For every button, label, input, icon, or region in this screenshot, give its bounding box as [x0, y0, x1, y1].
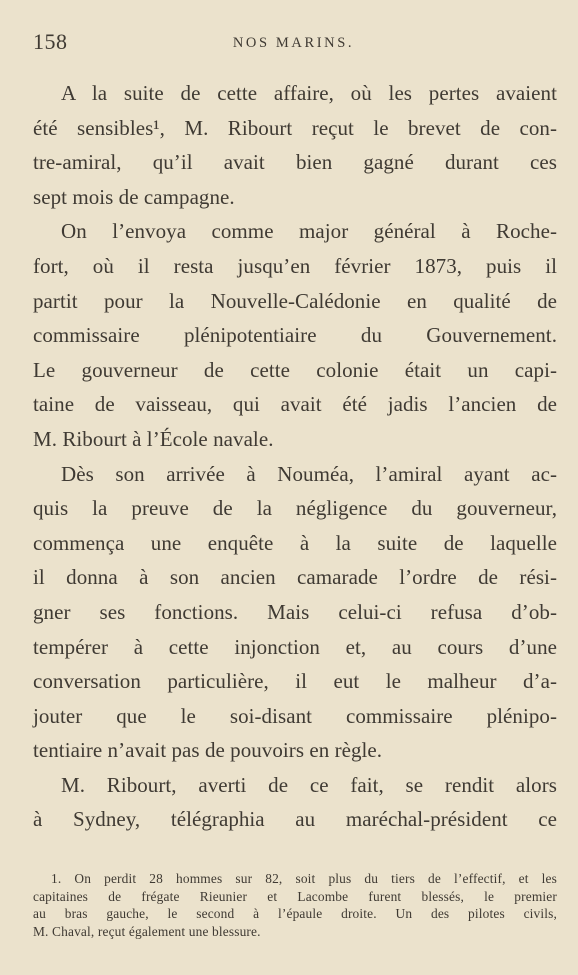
body-line: tre-amiral, qu’il avait bien gagné durant ces: [33, 150, 557, 175]
body-line: été sensibles¹, M. Ribourt reçut le brevet de con-: [33, 115, 557, 140]
body-line: gner ses fonctions. Mais celui-ci refusa d’ob-: [33, 599, 557, 624]
body-line: taine de vaisseau, qui avait été jadis l’ancien de: [33, 392, 557, 417]
body-line: commissaire plénipotentiaire du Gouvernement.: [33, 323, 557, 348]
body-line: fort, où il resta jusqu’en février 1873, puis il: [33, 253, 557, 278]
footnote: [33, 870, 557, 940]
body-line: à Sydney, télégraphia au maréchal-président ce: [33, 807, 557, 832]
body-line: Dès son arrivée à Nouméa, l’amiral ayant ac-: [61, 461, 557, 486]
page-number: 158: [33, 29, 68, 54]
body-line: M. Ribourt, averti de ce fait, se rendit alors: [61, 772, 557, 797]
body-line: conversation particulière, il eut le malheur d’a-: [33, 669, 557, 694]
body-line: quis la preuve de la négligence du gouverneur,: [33, 496, 557, 521]
body-line: sept mois de campagne.: [33, 184, 235, 209]
body-line: tempérer à cette injonction et, au cours d’une: [33, 634, 557, 659]
running-title: NOS MARINS.: [232, 35, 355, 51]
body-line: tentiaire n’avait pas de pouvoirs en règle.: [33, 738, 383, 763]
body-text: [33, 76, 557, 837]
footnote-line: au bras gauche, le second à l’épaule droite. Un des pilotes civils,: [33, 906, 557, 921]
footnote-line: 1. On perdit 28 hommes sur 82, soit plus du tiers de l’effectif, et les: [51, 871, 557, 886]
footnote-line: capitaines de frégate Rieunier et Lacombe furent blessés, le premier: [33, 888, 557, 904]
body-line: A la suite de cette affaire, où les pertes avaient: [61, 81, 557, 105]
body-line: jouter que le soi-disant commissaire plénipo-: [33, 703, 557, 728]
body-line: Le gouverneur de cette colonie était un capi-: [33, 357, 557, 382]
body-line: On l’envoya comme major général à Roche-: [61, 219, 557, 244]
body-line: M. Ribourt à l’École navale.: [33, 426, 274, 451]
page-header: [33, 28, 554, 56]
body-line: partit pour la Nouvelle-Calédonie en qualité de: [33, 288, 557, 313]
body-line: commença une enquête à la suite de laquelle: [33, 530, 557, 555]
footnote-line: M. Chaval, reçut également une blessure.: [33, 923, 261, 939]
body-line: il donna à son ancien camarade l’ordre de rési-: [33, 565, 557, 590]
